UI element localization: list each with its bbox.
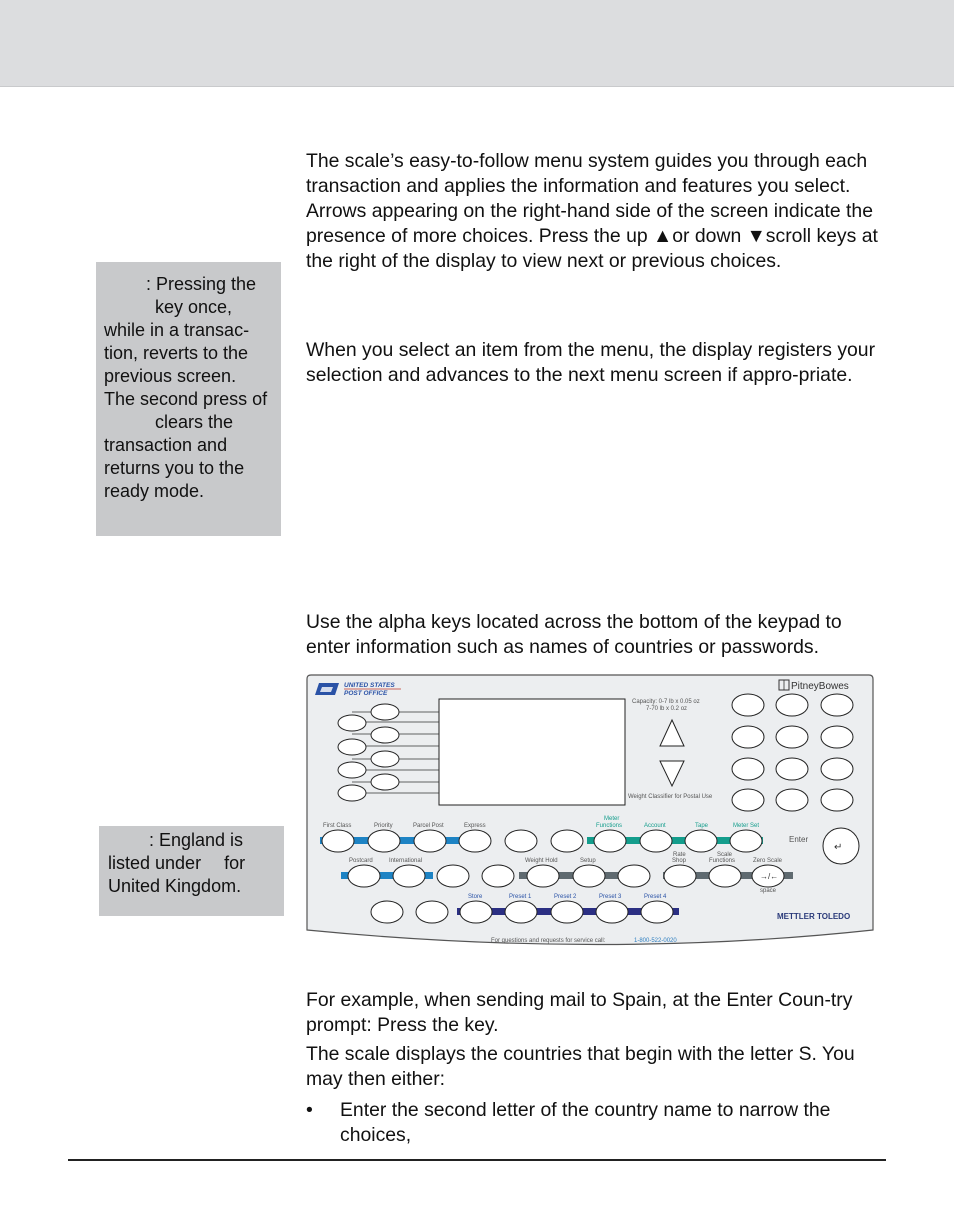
express-key — [459, 830, 491, 852]
scale-functions-label-1: Scale — [717, 852, 733, 858]
first-class-key — [322, 830, 354, 852]
preset-3-key — [596, 901, 628, 923]
service-text: For questions and requests for service call: — [491, 938, 606, 944]
numeric-key — [776, 726, 808, 748]
pitney-bowes-logo — [779, 680, 849, 692]
soft-key — [371, 774, 399, 790]
numeric-key — [776, 694, 808, 716]
mettler-toledo-logo: METTLER TOLEDO — [777, 912, 851, 921]
note-line: : England is — [149, 830, 244, 850]
preset-3-label: Preset 3 — [599, 894, 622, 900]
bullet-text: Enter the second letter of the country name to narrow the choices, — [340, 1099, 831, 1146]
service-phone: 1-800-522-0020 — [634, 938, 677, 944]
selection-paragraph: When you select an item from the menu, the display registers your selection and advances to the next menu screen if appro-priate. — [306, 339, 876, 386]
tape-key — [685, 830, 717, 852]
soft-key — [338, 715, 366, 731]
preset-1-key — [505, 901, 537, 923]
preset-2-key — [551, 901, 583, 923]
numeric-key — [732, 726, 764, 748]
note-line: transaction and — [104, 435, 228, 455]
priority-label: Priority — [374, 823, 393, 829]
meter-set-key — [730, 830, 762, 852]
capacity-line2: 7-70 lb x 0.2 oz — [646, 706, 688, 712]
numeric-key — [776, 789, 808, 811]
brand-label: PitneyBowes — [791, 681, 849, 692]
note-line: listed under for — [108, 853, 246, 873]
blank-key — [416, 901, 448, 923]
numeric-key — [732, 694, 764, 716]
header-band — [0, 0, 954, 87]
soft-key — [371, 727, 399, 743]
intro-paragraph: The scale’s easy-to-follow menu system guides you through each transaction and applies the information and features you select. Arrows appearing on the right-hand side of the screen indicate the presence of more choices. Press the up ▲or down ▼scroll keys at the right of the display to view next or previous choices. — [306, 150, 878, 272]
preset-4-label: Preset 4 — [644, 894, 667, 900]
setup-label: Setup — [580, 858, 596, 864]
account-key — [640, 830, 672, 852]
note-line: returns you to the — [104, 458, 245, 478]
numeric-key — [821, 758, 853, 780]
meter-functions-label-1: Meter — [604, 816, 620, 822]
space-label: space — [760, 888, 777, 894]
note-clear-key — [96, 262, 281, 536]
bullet-marker: • — [306, 1099, 313, 1121]
blank-key — [371, 901, 403, 923]
footer-rule — [68, 1159, 886, 1161]
enter-label: Enter — [789, 835, 809, 844]
scale-functions-label-2: Functions — [709, 858, 736, 864]
rate-shop-key — [664, 865, 696, 887]
zero-scale-label: Zero Scale — [753, 858, 783, 864]
scale-functions-key — [709, 865, 741, 887]
tape-label: Tape — [695, 823, 709, 829]
parcel-post-label: Parcel Post — [413, 823, 444, 829]
enter-icon: ↵ — [834, 842, 843, 853]
display-paragraph: The scale displays the countries that begin with the letter S. You may then either: — [306, 1043, 855, 1090]
zero-scale-icon: →/← — [760, 872, 779, 881]
note-england — [99, 826, 284, 916]
eagle-icon-detail — [320, 687, 333, 692]
international-key — [393, 865, 425, 887]
numeric-key — [776, 758, 808, 780]
international-label: International — [389, 858, 423, 864]
postcard-key — [348, 865, 380, 887]
store-label: Store — [468, 894, 483, 900]
soft-key — [338, 762, 366, 778]
postcard-label: Postcard — [349, 858, 373, 864]
first-class-label: First Class — [323, 823, 352, 829]
soft-key — [371, 704, 399, 720]
note-line: tion, reverts to the — [104, 343, 249, 363]
note-line: ready mode. — [104, 481, 205, 501]
alpha-paragraph: Use the alpha keys located across the bottom of the keypad to enter information such as names of countries or passwords. — [306, 611, 842, 658]
preset-4-key — [641, 901, 673, 923]
meter-functions-key — [594, 830, 626, 852]
meter-functions-label-2: Functions — [596, 823, 623, 829]
weight-hold-key — [527, 865, 559, 887]
usps-line2: POST OFFICE — [344, 690, 388, 697]
express-label: Express — [464, 823, 486, 829]
capacity-line1: Capacity: 0-7 lb x 0.05 oz — [632, 699, 700, 705]
note-line: The second press of — [104, 389, 268, 409]
soft-key — [338, 739, 366, 755]
rate-shop-label-1: Rate — [673, 852, 686, 858]
blank-key — [437, 865, 469, 887]
example-paragraph: For example, when sending mail to Spain, at the Enter Coun-try prompt: Press the key. — [306, 989, 853, 1036]
numeric-key — [821, 694, 853, 716]
store-key — [460, 901, 492, 923]
priority-key — [368, 830, 400, 852]
soft-key — [371, 751, 399, 767]
note-line: : Pressing the — [146, 274, 257, 294]
numeric-key — [821, 726, 853, 748]
blank-key — [551, 830, 583, 852]
numeric-key — [732, 758, 764, 780]
preset-1-label: Preset 1 — [509, 894, 532, 900]
weight-hold-label: Weight Hold — [525, 858, 558, 864]
setup-key — [573, 865, 605, 887]
usps-line1: UNITED STATES — [344, 682, 395, 689]
account-label: Account — [644, 823, 666, 829]
classifier-label: Weight Classifier for Postal Use — [628, 794, 713, 800]
note-line: previous screen. — [104, 366, 237, 386]
soft-key — [338, 785, 366, 801]
note-line: while in a transac- — [104, 320, 250, 340]
note-line: United Kingdom. — [108, 876, 242, 896]
note-line: clears the — [155, 412, 234, 432]
keypad-svg — [305, 674, 875, 960]
numeric-key — [732, 789, 764, 811]
rate-shop-label-2: Shop — [672, 858, 687, 864]
preset-2-label: Preset 2 — [554, 894, 577, 900]
parcel-post-key — [414, 830, 446, 852]
blank-key — [618, 865, 650, 887]
keypad-illustration — [305, 674, 875, 960]
meter-set-label: Meter Set — [733, 823, 760, 829]
blank-key — [505, 830, 537, 852]
note-line: key once, — [155, 297, 233, 317]
numeric-key — [821, 789, 853, 811]
lcd-display — [439, 699, 625, 805]
blank-key — [482, 865, 514, 887]
